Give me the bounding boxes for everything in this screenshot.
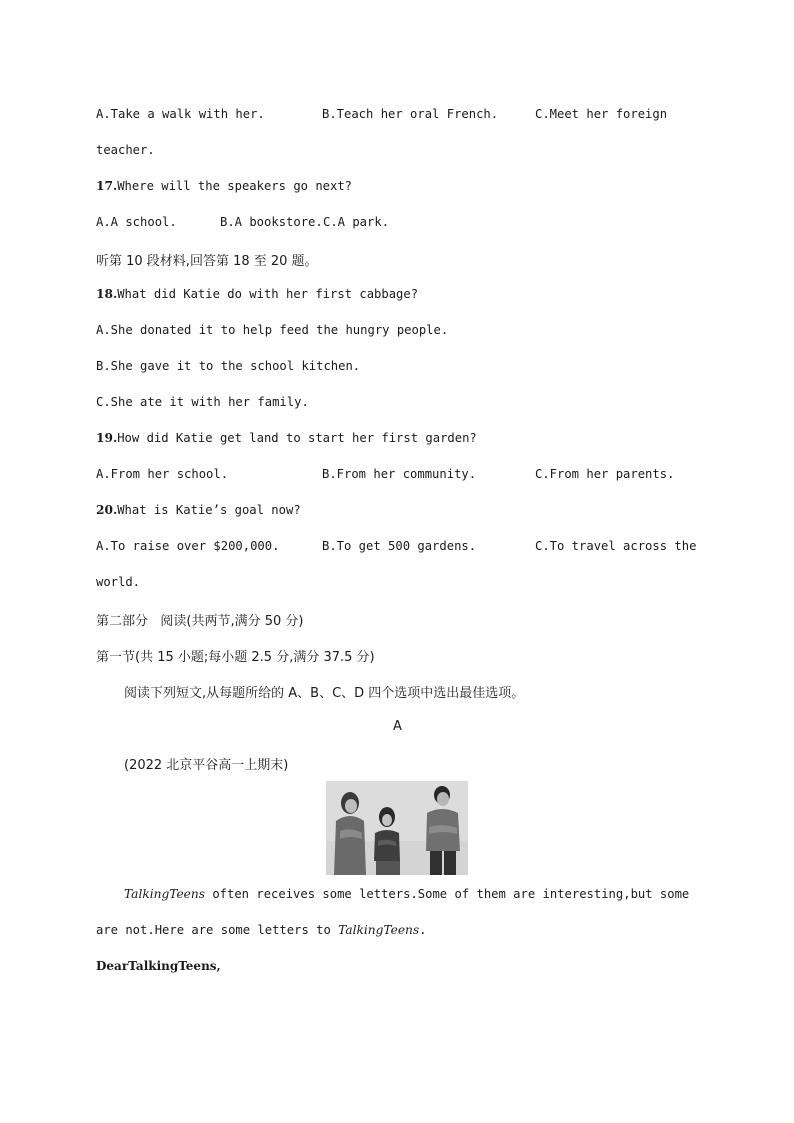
question-text: What did Katie do with her first cabbage?: [117, 287, 419, 301]
source-note: (2022 北京平谷高一上期末): [124, 758, 289, 773]
q16-option-c: C.Meet her foreign: [535, 107, 668, 121]
q19-option-b: B.From her community.: [322, 467, 477, 481]
q19-option-a: A.From her school.: [96, 467, 229, 481]
question-number: 17.: [96, 179, 118, 193]
question-19: [96, 431, 477, 445]
magazine-name: TalkingTeens: [338, 923, 420, 937]
question-number: 18.: [96, 287, 118, 301]
q17-option-b: B.A bookstore.: [220, 215, 323, 229]
question-text: Where will the speakers go next?: [117, 179, 353, 193]
q17-option-a: A.A school.: [96, 215, 177, 229]
q16-option-b: B.Teach her oral French.: [322, 107, 499, 121]
section-1-heading: 第一节(共 15 小题;每小题 2.5 分,满分 37.5 分): [96, 650, 375, 665]
reading-instructions: 阅读下列短文,从每题所给的 A、B、C、D 四个选项中选出最佳选项。: [124, 686, 525, 701]
question-text: How did Katie get land to start her first garden?: [117, 431, 477, 445]
three-people-photo: [326, 781, 468, 875]
part-2-heading: 第二部分 阅读(共两节,满分 50 分): [96, 614, 304, 629]
q18-option-c: C.She ate it with her family.: [96, 395, 309, 409]
q18-option-a: A.She donated it to help feed the hungry people.: [96, 323, 449, 337]
q20-option-b: B.To get 500 gardens.: [322, 539, 477, 553]
question-number: 20.: [96, 503, 118, 517]
q16-option-c-continued: teacher.: [96, 143, 155, 157]
question-number: 19.: [96, 431, 118, 445]
q18-option-b: B.She gave it to the school kitchen.: [96, 359, 361, 373]
section-10-instruction: 听第 10 段材料,回答第 18 至 20 题。: [96, 254, 318, 269]
q20-option-a: A.To raise over $200,000.: [96, 539, 280, 553]
question-18: [96, 287, 418, 301]
letter-salutation: DearTalkingTeens,: [96, 959, 221, 973]
passage-line-1: [124, 887, 689, 901]
q17-option-c: C.A park.: [323, 215, 390, 229]
passage-label: A: [393, 719, 402, 734]
passage-text: .: [419, 923, 427, 937]
question-17: [96, 179, 352, 193]
q20-option-c-continued: world.: [96, 575, 141, 589]
question-text: What is Katie’s goal now?: [117, 503, 301, 517]
passage-text: are not.Here are some letters to: [96, 923, 339, 937]
passage-line-2: [96, 923, 426, 937]
q16-option-a: A.Take a walk with her.: [96, 107, 265, 121]
q20-option-c: C.To travel across the: [535, 539, 697, 553]
passage-text: often receives some letters.Some of them are interesting,but some: [205, 887, 690, 901]
q19-option-c: C.From her parents.: [535, 467, 675, 481]
magazine-name: TalkingTeens: [124, 887, 205, 901]
question-20: [96, 503, 301, 517]
